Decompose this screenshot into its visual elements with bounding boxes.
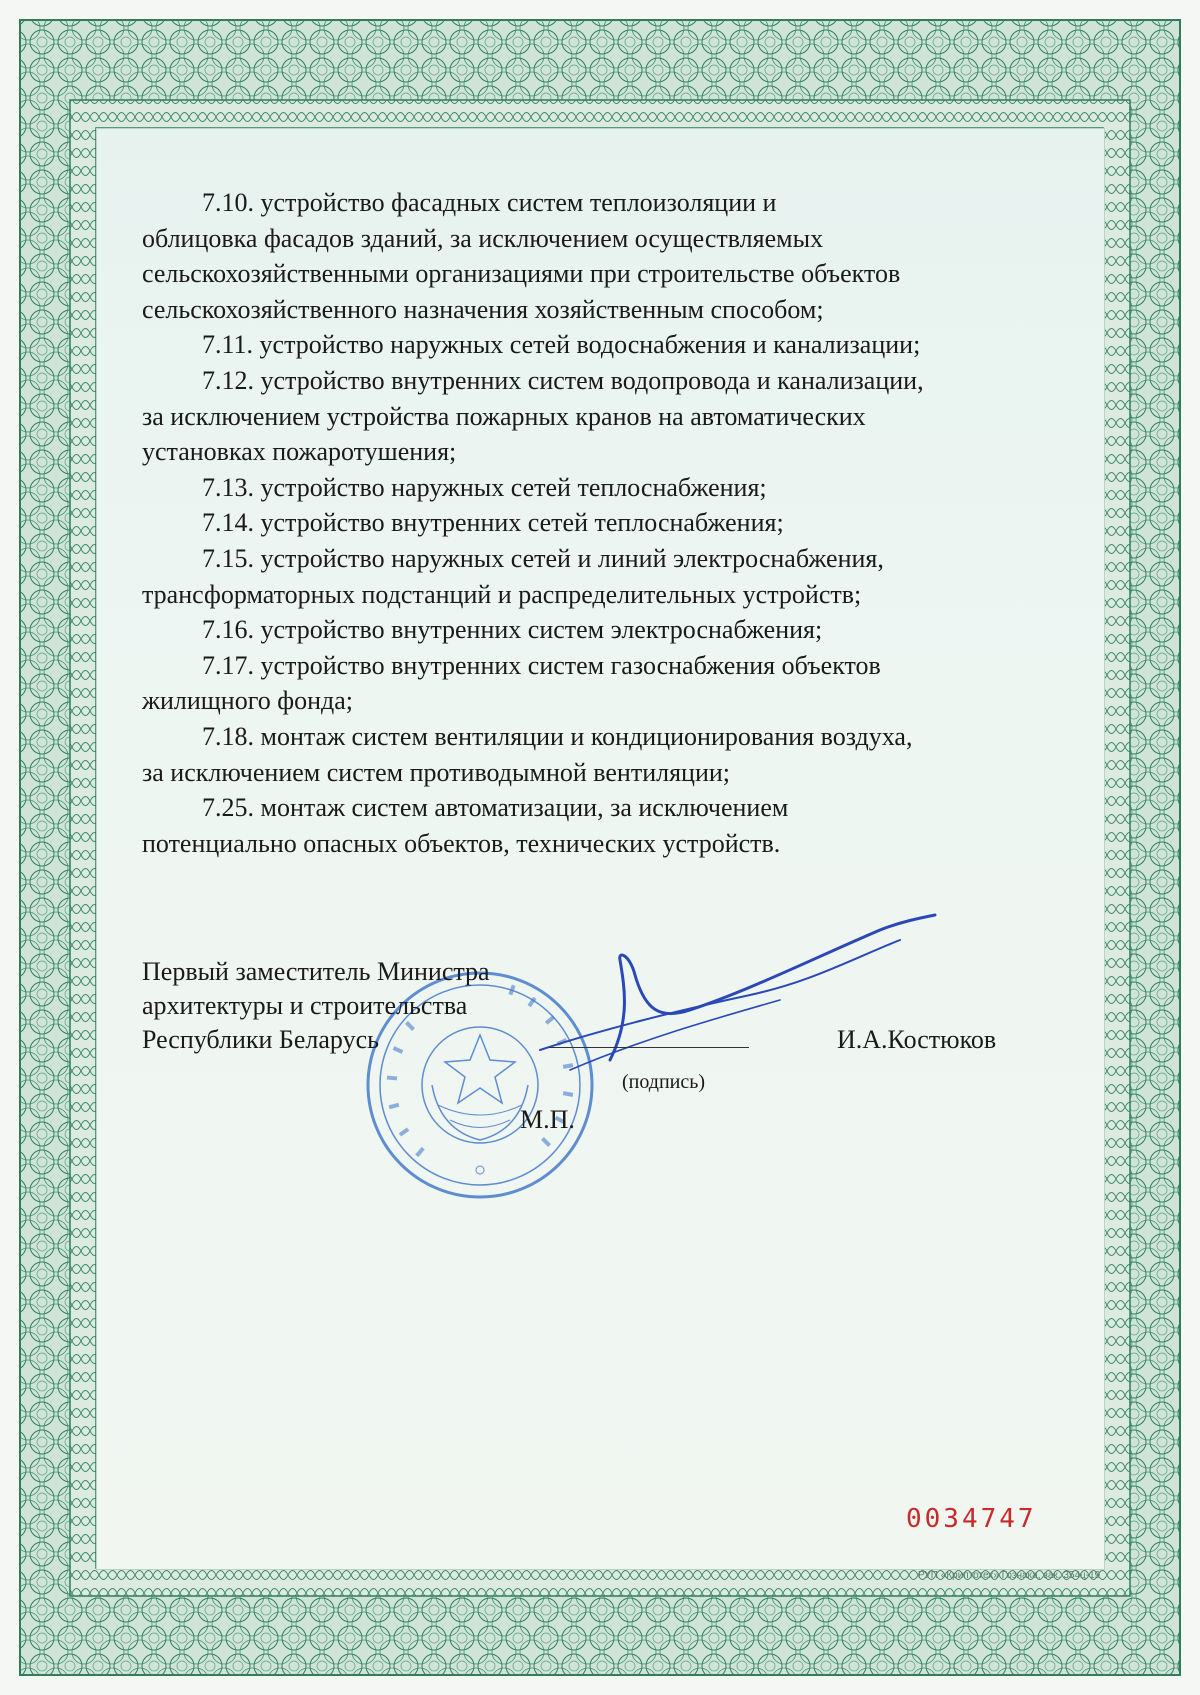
document-line: 7.18. монтаж систем вентиляции и кондиционирования воздуха,: [202, 721, 913, 751]
signatory-name: И.А.Костюков: [837, 1025, 997, 1054]
signatory-title-line3: Республики Беларусь: [142, 1025, 379, 1054]
document-line: потенциально опасных объектов, технических устройств.: [142, 828, 781, 858]
document-line: облицовка фасадов зданий, за исключением осуществляемых: [142, 223, 824, 253]
document-line: 7.12. устройство внутренних систем водопровода и канализации,: [202, 365, 924, 395]
signature-caption: (подпись): [622, 1071, 706, 1093]
seal-place-label: М.П.: [520, 1105, 575, 1134]
signature-line: [549, 1025, 749, 1048]
document-line: 7.17. устройство внутренних систем газоснабжения объектов: [202, 650, 881, 680]
document-line: сельскохозяйственными организациями при строительстве объектов: [142, 259, 901, 289]
document-line: 7.13. устройство наружных сетей теплоснабжения;: [202, 472, 767, 502]
document-line: жилищного фонда;: [142, 686, 353, 716]
signatory-block: [142, 955, 1042, 1134]
document-line: за исключением устройства пожарных кранов на автоматических: [142, 401, 866, 431]
document-line: 7.14. устройство внутренних сетей теплоснабжения;: [202, 508, 784, 538]
document-line: 7.11. устройство наружных сетей водоснабжения и канализации;: [202, 330, 921, 360]
activity-list: [142, 185, 1042, 861]
signatory-title-line1: Первый заместитель Министра: [142, 957, 490, 986]
document-line: 7.16. устройство внутренних систем электроснабжения;: [202, 615, 823, 645]
signatory-title-line2: архитектуры и строительства: [142, 991, 468, 1020]
document-line: за исключением систем противодымной вентиляции;: [142, 757, 731, 787]
document-line: трансформаторных подстанций и распределительных устройств;: [142, 579, 862, 609]
printer-note: РУП «Криптотех» Гознака, зак. 354ц-19: [918, 1570, 1101, 1581]
serial-number: 0034747: [906, 1504, 1037, 1534]
document-line: сельскохозяйственного назначения хозяйственным способом;: [142, 294, 824, 324]
document-line: 7.10. устройство фасадных систем теплоизоляции и: [202, 188, 777, 217]
document-line: 7.25. монтаж систем автоматизации, за исключением: [202, 793, 789, 823]
document-line: 7.15. устройство наружных сетей и линий электроснабжения,: [202, 543, 884, 573]
document-line: установках пожаротушения;: [142, 437, 457, 467]
